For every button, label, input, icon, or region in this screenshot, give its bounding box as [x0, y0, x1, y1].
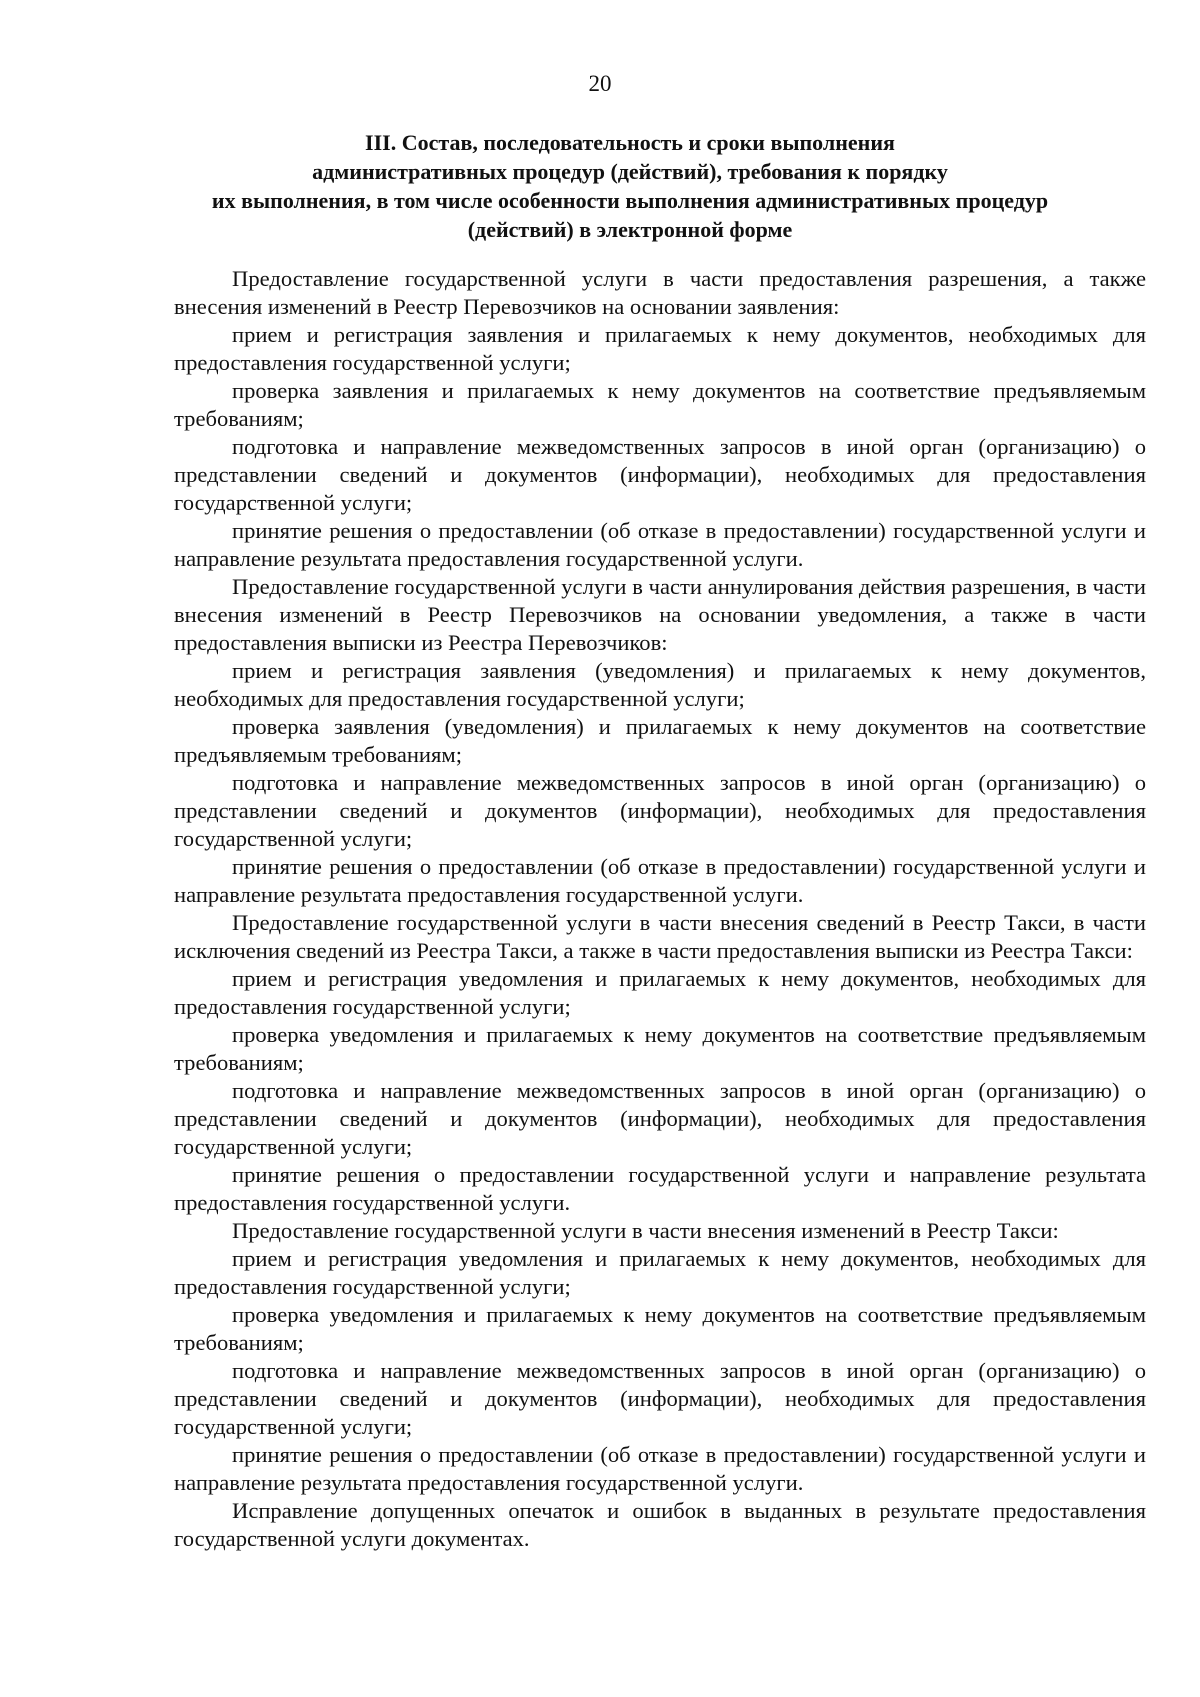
paragraph: подготовка и направление межведомственных запросов в иной орган (организацию) о представлении сведений и документов (информации), необходимых для предоставления государственной услуги;	[174, 1358, 1146, 1439]
document-body	[174, 265, 1146, 1553]
paragraph: прием и регистрация заявления и прилагаемых к нему документов, необходимых для предоставления государственной услуги;	[174, 322, 1146, 375]
paragraph: Предоставление государственной услуги в части аннулирования действия разрешения, в части внесения изменений в Реестр Перевозчиков на основании уведомления, а также в части предоставления выписки из Реестра Перевозчиков:	[174, 574, 1146, 655]
paragraph: проверка заявления (уведомления) и прилагаемых к нему документов на соответствие предъявляемым требованиям;	[174, 714, 1146, 767]
paragraph: проверка заявления и прилагаемых к нему документов на соответствие предъявляемым требованиям;	[174, 378, 1146, 431]
paragraph: подготовка и направление межведомственных запросов в иной орган (организацию) о представлении сведений и документов (информации), необходимых для предоставления государственной услуги;	[174, 434, 1146, 515]
section-heading	[170, 128, 1090, 244]
paragraph: принятие решения о предоставлении (об отказе в предоставлении) государственной услуги и направление результата предоставления государственной услуги.	[174, 854, 1146, 907]
paragraph: принятие решения о предоставлении государственной услуги и направление результата предоставления государственной услуги.	[174, 1162, 1146, 1215]
page-number: 20	[588, 71, 612, 96]
paragraph: подготовка и направление межведомственных запросов в иной орган (организацию) о представлении сведений и документов (информации), необходимых для предоставления государственной услуги;	[174, 770, 1146, 851]
paragraph: принятие решения о предоставлении (об отказе в предоставлении) государственной услуги и направление результата предоставления государственной услуги.	[174, 518, 1146, 571]
paragraph: Предоставление государственной услуги в части предоставления разрешения, а также внесения изменений в Реестр Перевозчиков на основании заявления:	[174, 266, 1146, 319]
paragraph: подготовка и направление межведомственных запросов в иной орган (организацию) о представлении сведений и документов (информации), необходимых для предоставления государственной услуги;	[174, 1078, 1146, 1159]
paragraph: прием и регистрация уведомления и прилагаемых к нему документов, необходимых для предоставления государственной услуги;	[174, 966, 1146, 1019]
paragraph: принятие решения о предоставлении (об отказе в предоставлении) государственной услуги и направление результата предоставления государственной услуги.	[174, 1442, 1146, 1495]
paragraph: проверка уведомления и прилагаемых к нему документов на соответствие предъявляемым требованиям;	[174, 1302, 1146, 1355]
heading-line: III. Состав, последовательность и сроки выполнения	[365, 130, 895, 155]
heading-line: их выполнения, в том числе особенности выполнения административных процедур	[211, 188, 1049, 213]
paragraph: Предоставление государственной услуги в части внесения изменений в Реестр Такси:	[232, 1218, 1059, 1243]
paragraph: прием и регистрация уведомления и прилагаемых к нему документов, необходимых для предоставления государственной услуги;	[174, 1246, 1146, 1299]
paragraph: Предоставление государственной услуги в части внесения сведений в Реестр Такси, в части исключения сведений из Реестра Такси, а также в части предоставления выписки из Реестра Такси:	[174, 910, 1146, 963]
paragraph: проверка уведомления и прилагаемых к нему документов на соответствие предъявляемым требованиям;	[174, 1022, 1146, 1075]
paragraph: Исправление допущенных опечаток и ошибок в выданных в результате предоставления государственной услуги документах.	[174, 1498, 1146, 1551]
heading-line: административных процедур (действий), требования к порядку	[312, 159, 948, 184]
paragraph: прием и регистрация заявления (уведомления) и прилагаемых к нему документов, необходимых для предоставления государственной услуги;	[174, 658, 1146, 711]
heading-line: (действий) в электронной форме	[467, 217, 793, 242]
